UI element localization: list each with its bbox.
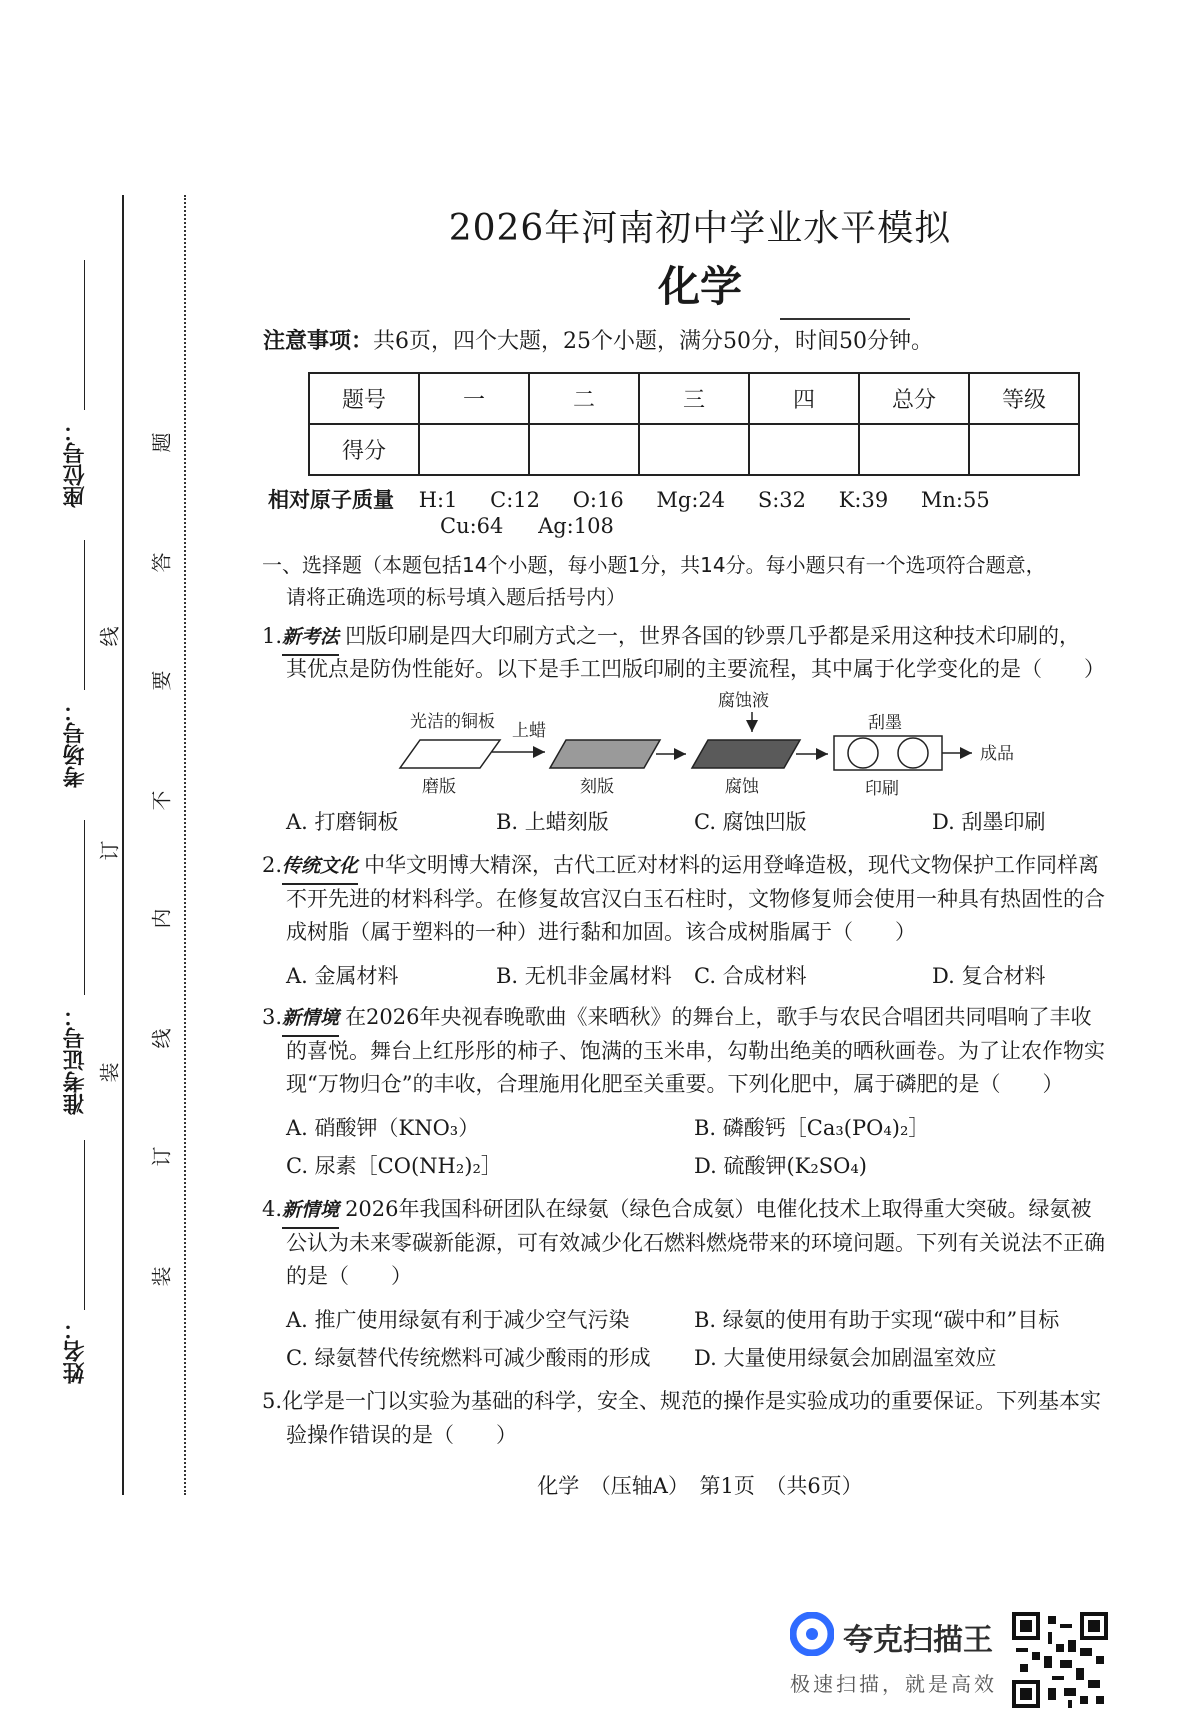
subject-title: 化学 [657,262,742,311]
score-cell[interactable] [419,424,529,475]
warn-char-8: 装 [149,1266,174,1287]
q1-line1 [262,619,1080,656]
q4-line2: 公认为未来零碳新能源，可有效减少化石燃料燃烧带来的环境问题。下列有关说法不正确 [286,1231,1105,1255]
copper-plate-shape [400,740,500,768]
q1-option-d[interactable]: D. 刮墨印刷 [932,810,1046,834]
roller-right-shape [898,738,928,768]
q5-line1 [262,1384,1101,1418]
q1-line2: 其优点是防伪性能好。以下是手工凹版印刷的主要流程，其中属于化学变化的是（ ） [286,657,1105,681]
score-header-cell: 题号 [309,373,419,424]
q3-number: 3. [262,1005,283,1029]
q2-text-1: 中华文明博大精深，古代工匠对材料的运用登峰造极，现代文物保护工作同样离 [364,853,1100,877]
atomic-mass: C:12 [490,488,540,512]
binding-char-zhuang: 装 [97,1062,122,1083]
score-table [308,372,1080,476]
diagram-copper-label: 光洁的铜板 [410,712,495,732]
q1-process-diagram [380,690,1040,800]
binding-char-ding: 订 [97,840,122,861]
seat-blank[interactable] [84,260,85,410]
q2-option-d[interactable]: D. 复合材料 [932,964,1046,988]
q3-line3: 现“万物归仓”的丰收，合理施用化肥至关重要。下列化肥中，属于磷肥的是（ ） [286,1072,1064,1096]
room-blank[interactable] [84,540,85,690]
diagram-grind-label: 磨版 [422,777,456,797]
q3-line2: 的喜悦。舞台上红彤彤的柿子、饱满的玉米串，勾勒出绝美的晒秋画卷。为了让农作物实 [286,1039,1105,1063]
warn-char-4: 不 [149,790,174,811]
q1-tag: 新考法 [282,620,339,656]
warn-char-6: 线 [149,1028,174,1049]
score-cell[interactable] [529,424,639,475]
subject-underline [780,318,910,320]
name-label: 姓名： [63,1318,88,1384]
q3-option-c[interactable]: C. 尿素［CO(NH₂)₂］ [286,1154,502,1178]
atomic-masses-line2 [440,514,614,538]
q1-number: 1. [262,624,283,648]
diagram-etch-label: 腐蚀 [725,777,759,797]
q4-line3: 的是（ ） [286,1264,412,1288]
q4-option-d[interactable]: D. 大量使用绿氨会加剧温室效应 [694,1346,997,1370]
q2-option-c[interactable]: C. 合成材料 [694,964,807,988]
atomic-mass: H:1 [418,488,458,512]
name-blank[interactable] [84,1140,85,1310]
q3-tag: 新情境 [282,1001,339,1037]
q4-option-b[interactable]: B. 绿氨的使用有助于实现“碳中和”目标 [694,1308,1060,1332]
q2-line3: 成树脂（属于塑料的一种）进行黏和加固。该合成树脂属于（ ） [286,920,916,944]
q2-line2: 不开先进的材料科学。在修复故宫汉白玉石柱时，文物修复师会使用一种具有热固性的合 [286,887,1105,911]
section1-title: 一、选择题（本题包括14个小题，每小题1分，共14分。每小题只有一个选项符合题意， [262,553,1046,577]
ticket-blank[interactable] [84,820,85,995]
page-footer: 化学 （压轴A） 第1页 （共6页） [537,1474,863,1498]
watermark-brand: 夸克扫描王 [843,1623,993,1658]
exam-title: 2026年河南初中学业水平模拟 [448,208,952,249]
q3-text-1: 在2026年央视春晚歌曲《来晒秋》的舞台上，歌手与农民合唱团共同唱响了丰收 [345,1005,1092,1029]
ticket-label: 准考证号： [63,1005,88,1115]
notice [263,324,933,355]
notice-label: 注意事项： [263,329,374,354]
diagram-etchant-label: 腐蚀液 [718,691,769,711]
q5-number: 5. [262,1389,283,1413]
q5-text-1: 化学是一门以实验为基础的科学，安全、规范的操作是实验成功的重要保证。下列基本实 [282,1389,1102,1413]
warn-char-5: 内 [149,908,174,929]
warn-char-7: 订 [149,1146,174,1167]
q4-number: 4. [262,1197,283,1221]
quark-logo-icon [790,1612,834,1656]
score-cell[interactable] [859,424,969,475]
q3-option-a[interactable]: A. 硝酸钾（KNO₃） [286,1116,480,1140]
q1-option-c[interactable]: C. 腐蚀凹版 [694,810,807,834]
score-header-cell: 一 [419,373,529,424]
q3-option-b[interactable]: B. 磷酸钙［Ca₃(PO₄)₂］ [694,1116,930,1140]
diagram-print-label: 印刷 [865,779,899,799]
binding-char-xian: 线 [97,626,122,647]
score-header-cell: 三 [639,373,749,424]
warn-char-2: 答 [149,552,174,573]
atomic-mass: Mn:55 [920,488,990,512]
roller-left-shape [848,738,878,768]
q3-option-d[interactable]: D. 硫酸钾(K₂SO₄) [694,1154,867,1178]
diagram-wax-label: 上蜡 [512,721,546,741]
binding-dotted-line [184,195,186,1495]
diagram-engrave-label: 刻版 [580,777,614,797]
watermark-slogan: 极速扫描，就是高效 [790,1672,997,1696]
q2-option-a[interactable]: A. 金属材料 [286,964,399,988]
score-label-cell: 得分 [309,424,419,475]
score-header-cell: 二 [529,373,639,424]
q2-line1 [262,848,1099,885]
warn-char-1: 题 [149,432,174,453]
atomic-mass: K:39 [838,488,889,512]
atomic-masses [268,484,1128,514]
notice-text: 共6页，四个大题，25个小题，满分50分，时间50分钟。 [373,329,933,354]
score-header-cell: 等级 [969,373,1079,424]
atomic-mass: Ag:108 [538,514,614,538]
score-header-cell: 四 [749,373,859,424]
score-header-cell: 总分 [859,373,969,424]
score-cell[interactable] [969,424,1079,475]
q2-number: 2. [262,853,283,877]
score-cell[interactable] [639,424,749,475]
section1-title-line2: 请将正确选项的标号填入题后括号内） [286,585,626,609]
diagram-scrape-label: 刮墨 [868,713,902,733]
atomic-masses-label: 相对原子质量 [268,488,394,512]
seat-label: 座位号： [63,420,88,508]
q4-option-a[interactable]: A. 推广使用绿氨有利于减少空气污染 [286,1308,630,1332]
qr-code-icon [1012,1612,1108,1708]
warn-char-3: 要 [149,670,174,691]
atomic-mass: S:32 [757,488,807,512]
q1-option-a[interactable]: A. 打磨铜板 [286,810,399,834]
q3-line1 [262,1000,1092,1037]
q5-line2: 验操作错误的是（ ） [286,1423,517,1447]
score-table-row-score [309,424,1079,475]
q4-line1 [262,1192,1092,1229]
room-label: 考场号： [63,700,88,788]
atomic-mass: O:16 [572,488,624,512]
q1-text-1: 凹版印刷是四大印刷方式之一，世界各国的钞票几乎都是采用这种技术印刷的， [345,624,1081,648]
q2-tag: 传统文化 [282,849,358,885]
q4-option-c[interactable]: C. 绿氨替代传统燃料可减少酸雨的形成 [286,1346,651,1370]
q2-option-b[interactable]: B. 无机非金属材料 [496,964,672,988]
diagram-product-label: 成品 [980,744,1014,764]
q4-text-1: 2026年我国科研团队在绿氨（绿色合成氨）电催化技术上取得重大突破。绿氨被 [345,1197,1092,1221]
score-cell[interactable] [749,424,859,475]
etched-plate-shape [692,740,800,768]
q1-option-b[interactable]: B. 上蜡刻版 [496,810,609,834]
atomic-mass: Cu:64 [440,514,504,538]
engraved-plate-shape [550,740,660,768]
atomic-mass: Mg:24 [656,488,726,512]
q4-tag: 新情境 [282,1193,339,1229]
score-table-row-header [309,373,1079,424]
